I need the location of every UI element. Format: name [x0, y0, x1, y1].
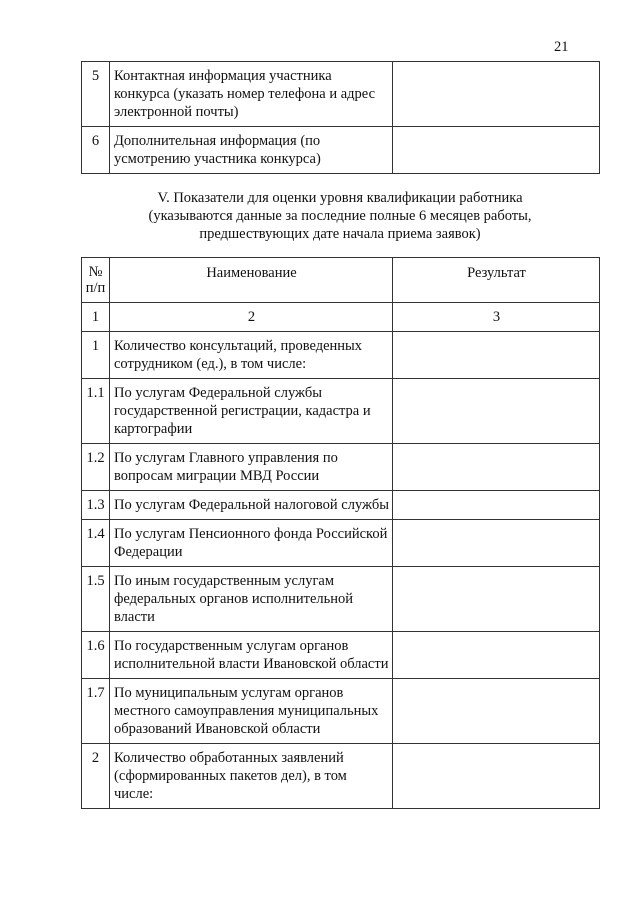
- table-row: [82, 744, 600, 809]
- row-name: Дополнительная информация (по усмотрению участника конкурса): [110, 127, 393, 174]
- row-number: 1.3: [82, 491, 110, 520]
- row-name: По иным государственным услугам федеральных органов исполнительной власти: [110, 567, 393, 632]
- row-number: 1.5: [82, 567, 110, 632]
- section-title: V. Показатели для оценки уровня квалификации работника: [157, 190, 523, 206]
- row-name: Количество обработанных заявлений (сформированных пакетов дел), в том числе:: [110, 744, 393, 809]
- table-row: [82, 520, 600, 567]
- column-index-row: [82, 303, 600, 332]
- column-index: 2: [110, 303, 393, 332]
- row-result-cell: [393, 744, 600, 809]
- row-name: По услугам Федеральной налоговой службы: [110, 491, 393, 520]
- row-name: Количество консультаций, проведенных сотрудником (ед.), в том числе:: [110, 332, 393, 379]
- table-row: [82, 491, 600, 520]
- row-number: 1.6: [82, 632, 110, 679]
- column-index: 1: [82, 303, 110, 332]
- qualification-indicators-table: [81, 257, 600, 809]
- row-result-cell: [393, 62, 600, 127]
- header-num-line: п/п: [85, 280, 106, 296]
- table-row: [82, 679, 600, 744]
- row-name: По государственным услугам органов исполнительной власти Ивановской области: [110, 632, 393, 679]
- header-result: Результат: [393, 258, 600, 303]
- header-name: Наименование: [110, 258, 393, 303]
- row-number: 1.4: [82, 520, 110, 567]
- table-row: [82, 567, 600, 632]
- table-row: [82, 379, 600, 444]
- row-number: 1.2: [82, 444, 110, 491]
- table-row: [82, 444, 600, 491]
- row-number: 6: [82, 127, 110, 174]
- row-result-cell: [393, 379, 600, 444]
- row-result-cell: [393, 444, 600, 491]
- row-result-cell: [393, 567, 600, 632]
- row-result-cell: [393, 520, 600, 567]
- row-number: 1.7: [82, 679, 110, 744]
- row-result-cell: [393, 679, 600, 744]
- row-result-cell: [393, 491, 600, 520]
- header-num: [82, 258, 110, 303]
- row-name: По муниципальным услугам органов местного самоуправления муниципальных образований Ивановской области: [110, 679, 393, 744]
- row-name: По услугам Главного управления по вопросам миграции МВД России: [110, 444, 393, 491]
- contest-info-table: [81, 61, 600, 174]
- row-name: По услугам Федеральной службы государственной регистрации, кадастра и картографии: [110, 379, 393, 444]
- page-number: 21: [554, 39, 569, 55]
- row-result-cell: [393, 127, 600, 174]
- table-header-row: [82, 258, 600, 303]
- table-row: [82, 62, 600, 127]
- section-subtitle-line: предшествующих дате начала приема заявок): [199, 226, 481, 242]
- row-number: 2: [82, 744, 110, 809]
- table-row: [82, 332, 600, 379]
- section-subtitle-line: (указываются данные за последние полные 6 месяцев работы,: [148, 208, 532, 224]
- row-number: 5: [82, 62, 110, 127]
- table-row: [82, 127, 600, 174]
- row-result-cell: [393, 632, 600, 679]
- column-index: 3: [393, 303, 600, 332]
- table-row: [82, 632, 600, 679]
- row-name: Контактная информация участника конкурса (указать номер телефона и адрес электронной почты): [110, 62, 393, 127]
- row-number: 1.1: [82, 379, 110, 444]
- row-result-cell: [393, 332, 600, 379]
- section-heading: [81, 189, 599, 243]
- row-number: 1: [82, 332, 110, 379]
- row-name: По услугам Пенсионного фонда Российской Федерации: [110, 520, 393, 567]
- header-num-line: №: [88, 264, 103, 280]
